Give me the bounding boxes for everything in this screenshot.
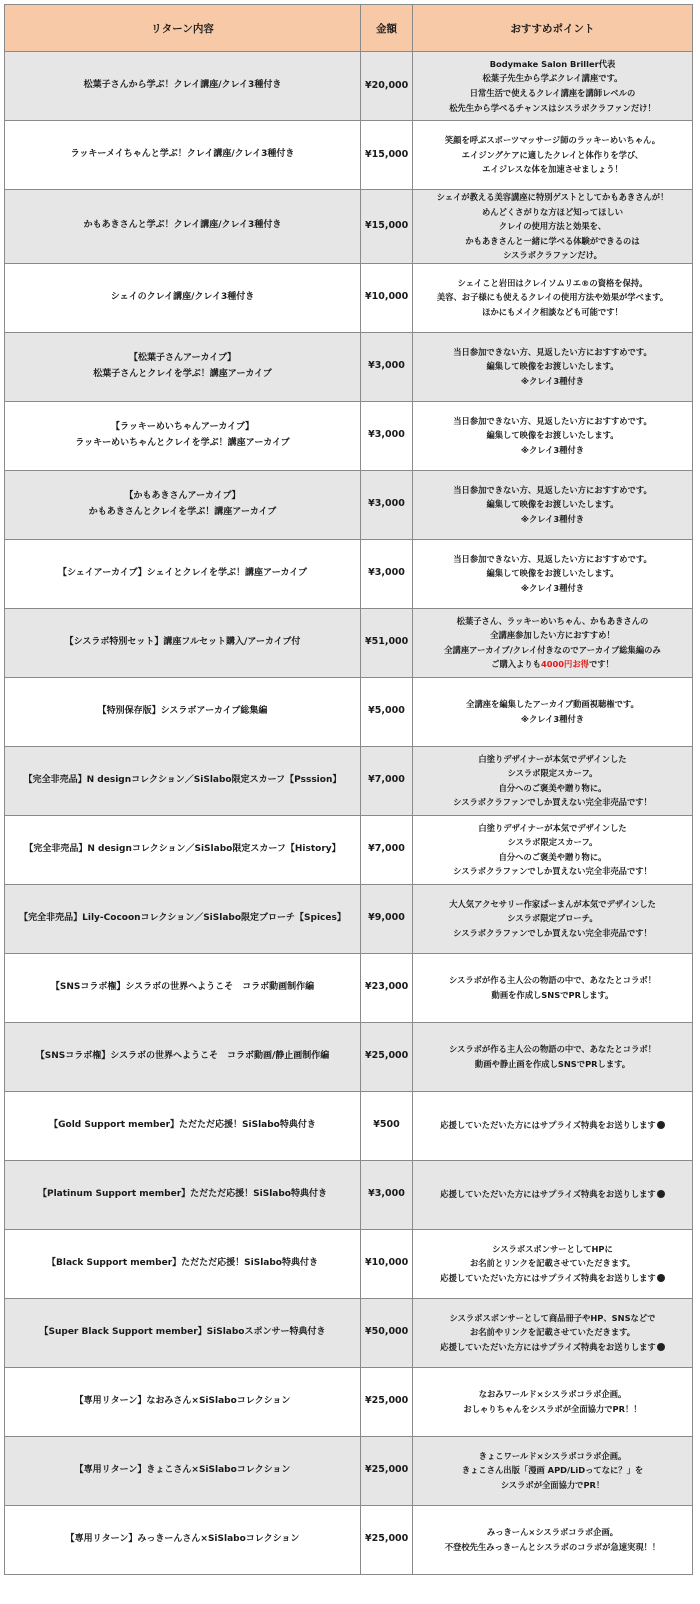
return-name-line: 【専用リターン】きょこさん×SiSlaboコレクション — [74, 1464, 291, 1475]
header-recommend-point: おすすめポイント — [413, 5, 693, 52]
return-name-line: 【Super Black Support member】SiSlaboスポンサー特典付き — [39, 1326, 326, 1337]
recommend-point-line: 当日参加できない方、見返したい方におすすめです。 — [453, 346, 652, 357]
recommend-point-line: シスラボが全面協力でPR！ — [500, 1479, 605, 1490]
table-row — [5, 1229, 693, 1298]
table-row — [5, 1022, 693, 1091]
price-cell: ¥3,000 — [361, 401, 413, 470]
recommend-point-text: ご購入よりも — [491, 659, 541, 670]
return-name-line: 松葉子さんから学ぶ！クレイ講座/クレイ3種付き — [83, 80, 282, 91]
discount-highlight: 4000円お得 — [540, 659, 589, 670]
table-row — [5, 1298, 693, 1367]
return-name-line: ラッキーメイちゃんと学ぶ！クレイ講座/クレイ3種付き — [70, 149, 295, 160]
recommend-point-line: ※クレイ3種付き — [520, 513, 585, 524]
price-cell: ¥15,000 — [361, 121, 413, 190]
recommend-point-line: きょこワールド×シスラボコラボ企画。 — [478, 1450, 627, 1461]
return-name-cell — [5, 1367, 361, 1436]
recommend-point-line: 自分へのご褒美や贈り物に。 — [498, 851, 607, 862]
return-name-line: 【シスラボ特別セット】講座フルセット購入/アーカイブ付 — [64, 636, 301, 647]
recommend-point-cell — [413, 953, 693, 1022]
return-name-cell — [5, 1229, 361, 1298]
recommend-point-line — [417, 1187, 688, 1202]
recommend-point-line: 編集して映像をお渡しいたします。 — [486, 430, 619, 441]
recommend-point-line: シスラボクラファンでしか買えない完全非売品です！ — [453, 866, 652, 877]
return-name-cell — [5, 1298, 361, 1367]
recommend-point-line: エイジレスな体を加速させましょう！ — [482, 164, 623, 175]
return-name-line: 【Gold Support member】ただただ応援！SiSlabo特典付き — [49, 1119, 316, 1130]
table-row — [5, 953, 693, 1022]
recommend-point-text: 応援していただいた方にはサプライズ特典をお送りします — [440, 1341, 656, 1352]
recommend-point-line: 大人気アクセサリー作家ぱーまんが本気でデザインした — [449, 898, 656, 909]
recommend-point-line: 編集して映像をお渡しいたします。 — [486, 499, 619, 510]
table-row — [5, 884, 693, 953]
recommend-point-text: です！ — [588, 659, 614, 670]
return-name-line: 【完全非売品】Lily-Cocoonコレクション／SiSlabo限定ブローチ【Spices】 — [19, 912, 346, 923]
recommend-point-line: 当日参加できない方、見返したい方におすすめです。 — [453, 553, 652, 564]
return-name-cell — [5, 121, 361, 190]
recommend-point-cell — [413, 1022, 693, 1091]
table-row — [5, 1505, 693, 1574]
price-cell: ¥3,000 — [361, 332, 413, 401]
table-row — [5, 1367, 693, 1436]
return-name-line: 【ラッキーめいちゃんアーカイブ】 — [111, 421, 254, 432]
recommend-point-line: シスラボクラファンでしか買えない完全非売品です！ — [453, 927, 652, 938]
table-row — [5, 815, 693, 884]
return-name-line: 【完全非売品】N designコレクション／SiSlabo限定スカーフ【History】 — [24, 843, 341, 854]
recommend-point-line: 笑顔を呼ぶスポーツマッサージ師のラッキーめいちゃん。 — [444, 135, 661, 146]
recommend-point-line: ※クレイ3種付き — [520, 375, 585, 386]
return-name-line: 【シェイアーカイブ】シェイとクレイを学ぶ！講座アーカイブ — [57, 567, 308, 578]
recommend-point-cell — [413, 1505, 693, 1574]
recommend-point-cell — [413, 470, 693, 539]
heart-icon — [657, 1190, 665, 1198]
recommend-point-line: シスラボ限定スカーフ。 — [507, 768, 598, 779]
recommend-point-line: 美容、お子様にも使えるクレイの使用方法や効果が学べます。 — [436, 292, 669, 303]
table-row — [5, 539, 693, 608]
recommend-point-line: シェイが教える美容講座に特別ゲストとしてかもあきさんが！ — [436, 192, 669, 202]
table-row — [5, 470, 693, 539]
returns-table-container — [4, 4, 693, 1575]
recommend-point-cell — [413, 884, 693, 953]
heart-icon — [657, 1343, 665, 1351]
return-name-line: 松葉子さんとクレイを学ぶ！講座アーカイブ — [93, 368, 272, 379]
recommend-point-cell — [413, 1436, 693, 1505]
table-row — [5, 1436, 693, 1505]
recommend-point-line: ほかにもメイク相談なども可能です！ — [482, 306, 623, 317]
recommend-point-line: おしゃりちゃんをシスラボが全面協力でPR！！ — [463, 1403, 642, 1414]
recommend-point-line: 松葉子さん、ラッキーめいちゃん、かもあきさんの — [456, 615, 649, 626]
recommend-point-line: 自分へのご褒美や贈り物に。 — [498, 782, 607, 793]
table-row — [5, 1160, 693, 1229]
recommend-point-line: 白塗りデザイナーが本気でデザインした — [478, 753, 627, 764]
recommend-point-cell — [413, 815, 693, 884]
return-name-line: 【Platinum Support member】ただただ応援！SiSlabo特典付き — [38, 1188, 327, 1199]
recommend-point-line: シスラボスポンサーとしてHPに — [492, 1243, 613, 1254]
table-body — [5, 52, 693, 1575]
table-row — [5, 263, 693, 332]
recommend-point-line: 当日参加できない方、見返したい方におすすめです。 — [453, 484, 652, 495]
recommend-point-line: かもあきさんと一緒に学べる体験ができるのは — [465, 235, 640, 246]
recommend-point-cell — [413, 190, 693, 264]
price-cell: ¥51,000 — [361, 608, 413, 677]
recommend-point-line: 動画を作成しSNSでPRします。 — [491, 989, 614, 1000]
recommend-point-line: 日常生活で使えるクレイ講座を講師レベルの — [469, 88, 636, 98]
recommend-point-cell — [413, 539, 693, 608]
return-name-cell — [5, 539, 361, 608]
table-header-row — [5, 5, 693, 52]
price-cell: ¥25,000 — [361, 1505, 413, 1574]
price-cell: ¥15,000 — [361, 190, 413, 264]
return-name-line: 【特別保存版】シスラボアーカイブ総集編 — [97, 705, 268, 716]
recommend-point-line: Bodymake Salon Briller代表 — [489, 58, 616, 69]
recommend-point-line: シスラボ限定スカーフ。 — [507, 837, 598, 848]
recommend-point-line — [417, 657, 688, 672]
recommend-point-line: 松葉子先生から学ぶクレイ講座です。 — [482, 73, 623, 84]
price-cell: ¥7,000 — [361, 815, 413, 884]
price-cell: ¥3,000 — [361, 470, 413, 539]
return-name-line: 【松葉子さんアーカイブ】 — [128, 352, 237, 363]
table-row — [5, 401, 693, 470]
recommend-point-line: シェイこと岩田はクレイソムリエ®の資格を保持。 — [457, 277, 648, 288]
table-row — [5, 746, 693, 815]
return-name-cell — [5, 953, 361, 1022]
recommend-point-cell — [413, 401, 693, 470]
return-name-cell — [5, 884, 361, 953]
return-name-cell — [5, 677, 361, 746]
price-cell: ¥500 — [361, 1091, 413, 1160]
table-row — [5, 1091, 693, 1160]
recommend-point-line: クレイの使用方法と効果を、 — [498, 221, 607, 232]
return-name-cell — [5, 815, 361, 884]
price-cell: ¥7,000 — [361, 746, 413, 815]
heart-icon — [657, 1274, 665, 1282]
recommend-point-line: 不登校先生みっきーんとシスラボのコラボが急速実現！！ — [444, 1541, 661, 1552]
recommend-point-line: なおみワールド×シスラボコラボ企画。 — [478, 1389, 627, 1400]
recommend-point-line: シスラボスポンサーとして商品冊子やHP、SNSなどで — [449, 1312, 656, 1323]
table-row — [5, 121, 693, 190]
return-name-line: 【専用リターン】なおみさん×SiSlaboコレクション — [74, 1395, 291, 1406]
table-row — [5, 190, 693, 264]
price-cell: ¥50,000 — [361, 1298, 413, 1367]
return-name-line: ラッキーめいちゃんとクレイを学ぶ！講座アーカイブ — [75, 437, 290, 448]
return-name-cell — [5, 263, 361, 332]
recommend-point-cell — [413, 1367, 693, 1436]
table-row — [5, 608, 693, 677]
recommend-point-line: 全講座アーカイブ/クレイ付きなのでアーカイブ総集編のみ — [444, 644, 661, 655]
return-name-cell — [5, 1091, 361, 1160]
price-cell: ¥10,000 — [361, 1229, 413, 1298]
return-name-line: 【完全非売品】N designコレクション／SiSlabo限定スカーフ【Psssion】 — [23, 774, 342, 785]
recommend-point-line: シスラボクラファンでしか買えない完全非売品です！ — [453, 797, 652, 808]
recommend-point-cell — [413, 608, 693, 677]
return-name-cell — [5, 52, 361, 121]
recommend-point-line: きょこさん出版「漫画 APD/LiDってなに？」を — [461, 1465, 644, 1476]
table-row — [5, 52, 693, 121]
recommend-point-line: 全講座を編集したアーカイブ動画視聴権です。 — [466, 699, 639, 710]
recommend-point-cell — [413, 332, 693, 401]
recommend-point-line: ※クレイ3種付き — [520, 582, 585, 593]
return-name-cell — [5, 1505, 361, 1574]
return-name-line: シェイのクレイ講座/クレイ3種付き — [110, 291, 255, 302]
price-cell: ¥25,000 — [361, 1022, 413, 1091]
recommend-point-cell — [413, 1160, 693, 1229]
return-name-cell — [5, 470, 361, 539]
recommend-point-line: めんどくさがりな方ほど知ってほしい — [481, 206, 624, 217]
recommend-point-line: 松先生から学べるチャンスはシスラボクラファンだけ！ — [449, 102, 656, 113]
return-name-cell — [5, 1436, 361, 1505]
recommend-point-line: ※クレイ3種付き — [520, 444, 585, 455]
recommend-point-line: みっきーん×シスラボコラボ企画。 — [486, 1527, 619, 1538]
return-name-cell — [5, 746, 361, 815]
return-name-cell — [5, 401, 361, 470]
recommend-point-text: 応援していただいた方にはサプライズ特典をお送りします — [440, 1272, 656, 1283]
return-name-cell — [5, 1160, 361, 1229]
recommend-point-cell — [413, 52, 693, 121]
price-cell: ¥3,000 — [361, 1160, 413, 1229]
price-cell: ¥3,000 — [361, 539, 413, 608]
heart-icon — [657, 1121, 665, 1129]
header-return-content: リターン内容 — [5, 5, 361, 52]
recommend-point-line: エイジングケアに適したクレイと体作りを学び、 — [461, 149, 644, 160]
recommend-point-line: お名前やリンクを記載させていただきます。 — [469, 1327, 636, 1338]
recommend-point-text: 応援していただいた方にはサプライズ特典をお送りします — [440, 1189, 656, 1200]
price-cell: ¥5,000 — [361, 677, 413, 746]
recommend-point-cell — [413, 746, 693, 815]
recommend-point-line: 編集して映像をお渡しいたします。 — [486, 568, 619, 579]
return-name-cell — [5, 1022, 361, 1091]
return-name-line: かもあきさんと学ぶ！クレイ講座/クレイ3種付き — [83, 220, 282, 231]
recommend-point-line: シスラボ限定ブローチ。 — [507, 913, 598, 924]
price-cell: ¥10,000 — [361, 263, 413, 332]
recommend-point-line: ※クレイ3種付き — [520, 713, 585, 724]
return-name-cell — [5, 608, 361, 677]
return-name-cell — [5, 332, 361, 401]
price-cell: ¥20,000 — [361, 52, 413, 121]
recommend-point-line — [417, 1271, 688, 1286]
table-row — [5, 332, 693, 401]
recommend-point-cell — [413, 1091, 693, 1160]
return-name-line: 【SNSコラボ権】シスラボの世界へようこそ コラボ動画/静止画制作編 — [35, 1050, 330, 1061]
return-name-line: 【Black Support member】ただただ応援！SiSlabo特典付き — [47, 1257, 318, 1268]
recommend-point-line: 白塗りデザイナーが本気でデザインした — [478, 822, 627, 833]
table-row — [5, 677, 693, 746]
return-name-cell — [5, 190, 361, 264]
header-price: 金額 — [361, 5, 413, 52]
recommend-point-cell — [413, 121, 693, 190]
recommend-point-line: 全講座参加したい方におすすめ！ — [490, 630, 615, 641]
returns-table — [4, 4, 693, 1575]
price-cell: ¥9,000 — [361, 884, 413, 953]
recommend-point-cell — [413, 263, 693, 332]
recommend-point-line — [417, 1340, 688, 1355]
recommend-point-line: シスラボが作る主人公の物語の中で、あなたとコラボ！ — [448, 975, 656, 986]
recommend-point-text: 応援していただいた方にはサプライズ特典をお送りします — [440, 1120, 656, 1131]
recommend-point-line: お名前とリンクを記載させていただきます。 — [469, 1258, 636, 1269]
recommend-point-cell — [413, 1229, 693, 1298]
return-name-line: かもあきさんとクレイを学ぶ！講座アーカイブ — [88, 506, 277, 517]
recommend-point-cell — [413, 677, 693, 746]
recommend-point-line: 動画や静止画を作成しSNSでPRします。 — [474, 1058, 631, 1069]
recommend-point-line: 当日参加できない方、見返したい方におすすめです。 — [453, 415, 652, 426]
price-cell: ¥25,000 — [361, 1436, 413, 1505]
return-name-line: 【SNSコラボ権】シスラボの世界へようこそ コラボ動画制作編 — [50, 981, 315, 992]
price-cell: ¥23,000 — [361, 953, 413, 1022]
price-cell: ¥25,000 — [361, 1367, 413, 1436]
recommend-point-line: シスラボクラファンだけ。 — [503, 250, 602, 261]
recommend-point-cell — [413, 1298, 693, 1367]
recommend-point-line — [417, 1118, 688, 1133]
return-name-line: 【かもあきさんアーカイブ】 — [124, 490, 241, 501]
return-name-line: 【専用リターン】みっきーんさん×SiSlaboコレクション — [65, 1533, 300, 1544]
recommend-point-line: シスラボが作る主人公の物語の中で、あなたとコラボ！ — [448, 1044, 656, 1055]
recommend-point-line: 編集して映像をお渡しいたします。 — [486, 361, 619, 372]
